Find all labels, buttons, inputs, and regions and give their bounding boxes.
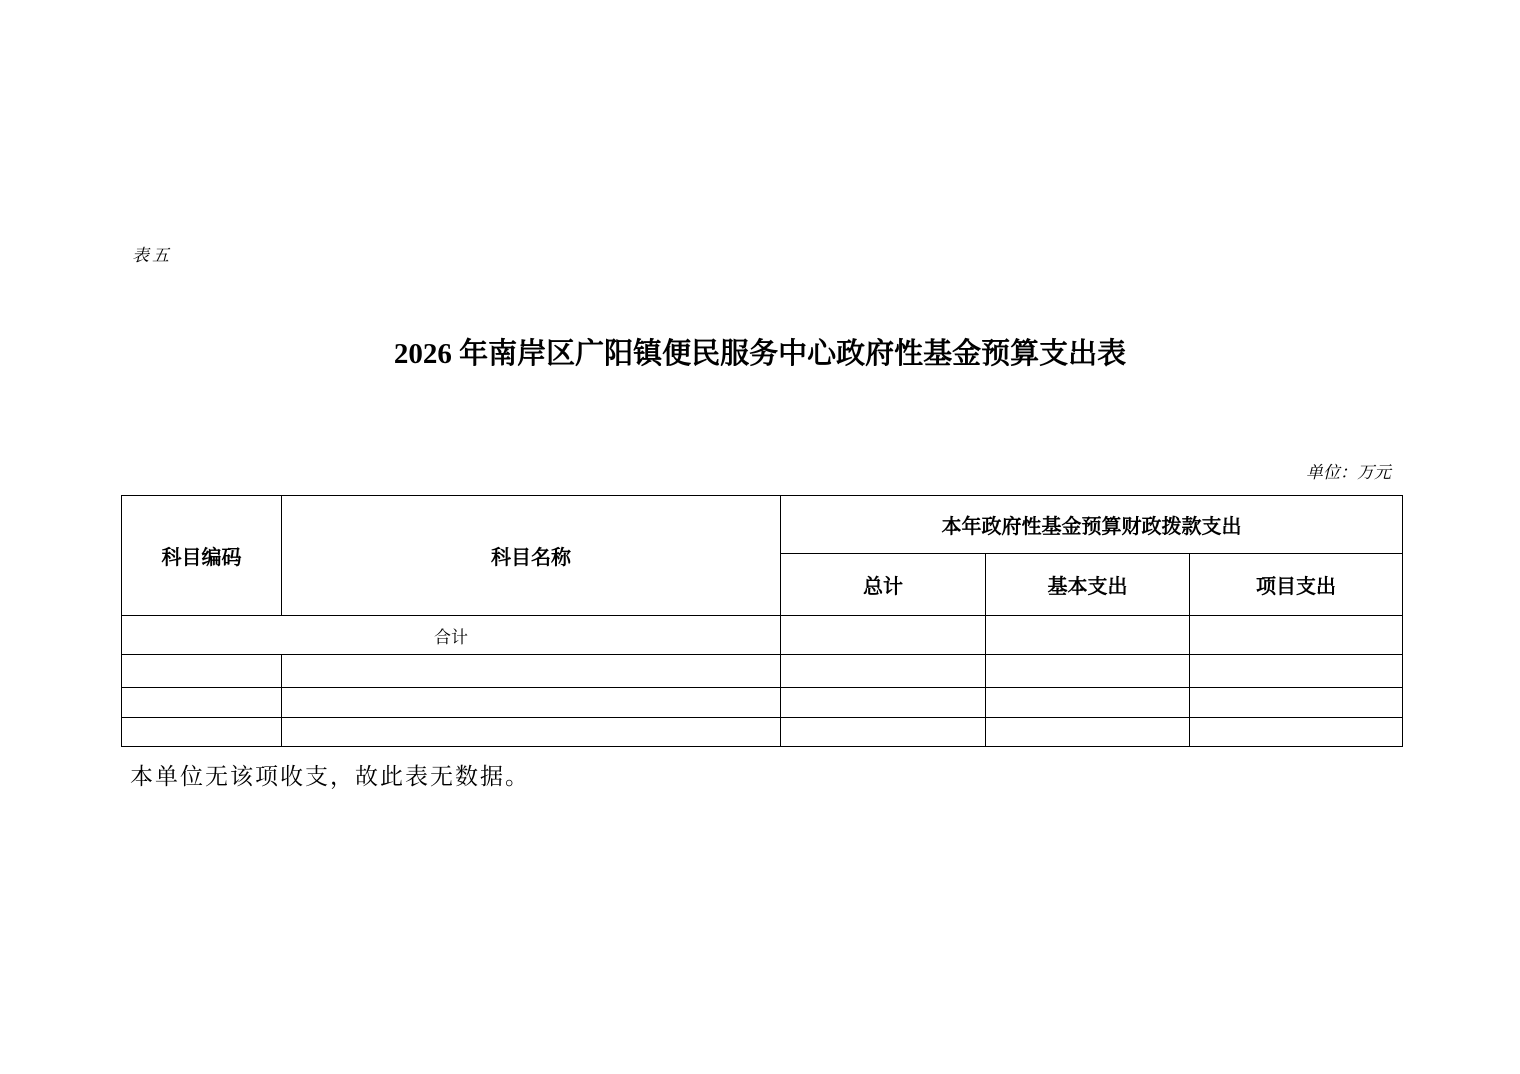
summary-row-label: 合计 [122,616,781,655]
code-cell [122,718,282,747]
total-cell [781,688,986,718]
sheet-label: 表五 [132,246,172,265]
col-header-basic-expenditure: 基本支出 [986,554,1190,616]
table-row [122,655,1403,688]
col-header-total: 总计 [781,554,986,616]
col-header-fund-expenditure-group: 本年政府性基金预算财政拨款支出 [781,496,1403,554]
col-header-subject-code: 科目编码 [122,496,282,616]
total-cell [781,655,986,688]
project-cell [1190,655,1403,688]
name-cell [282,655,781,688]
basic-cell [986,655,1190,688]
basic-cell [986,718,1190,747]
footer-note: 本单位无该项收支，故此表无数据。 [130,764,530,789]
budget-table [121,495,1403,747]
summary-basic-cell [986,616,1190,655]
unit-note: 单位：万元 [1306,463,1391,482]
page-title: 2026 年南岸区广阳镇便民服务中心政府性基金预算支出表 [393,338,1127,370]
code-cell [122,688,282,718]
code-cell [122,655,282,688]
summary-total-cell [781,616,986,655]
col-header-project-expenditure: 项目支出 [1190,554,1403,616]
summary-project-cell [1190,616,1403,655]
col-header-subject-name: 科目名称 [282,496,781,616]
table-header-row-group [122,496,1403,554]
name-cell [282,718,781,747]
project-cell [1190,688,1403,718]
name-cell [282,688,781,718]
total-cell [781,718,986,747]
table-row [122,718,1403,747]
project-cell [1190,718,1403,747]
basic-cell [986,688,1190,718]
summary-row [122,616,1403,655]
table-row [122,688,1403,718]
